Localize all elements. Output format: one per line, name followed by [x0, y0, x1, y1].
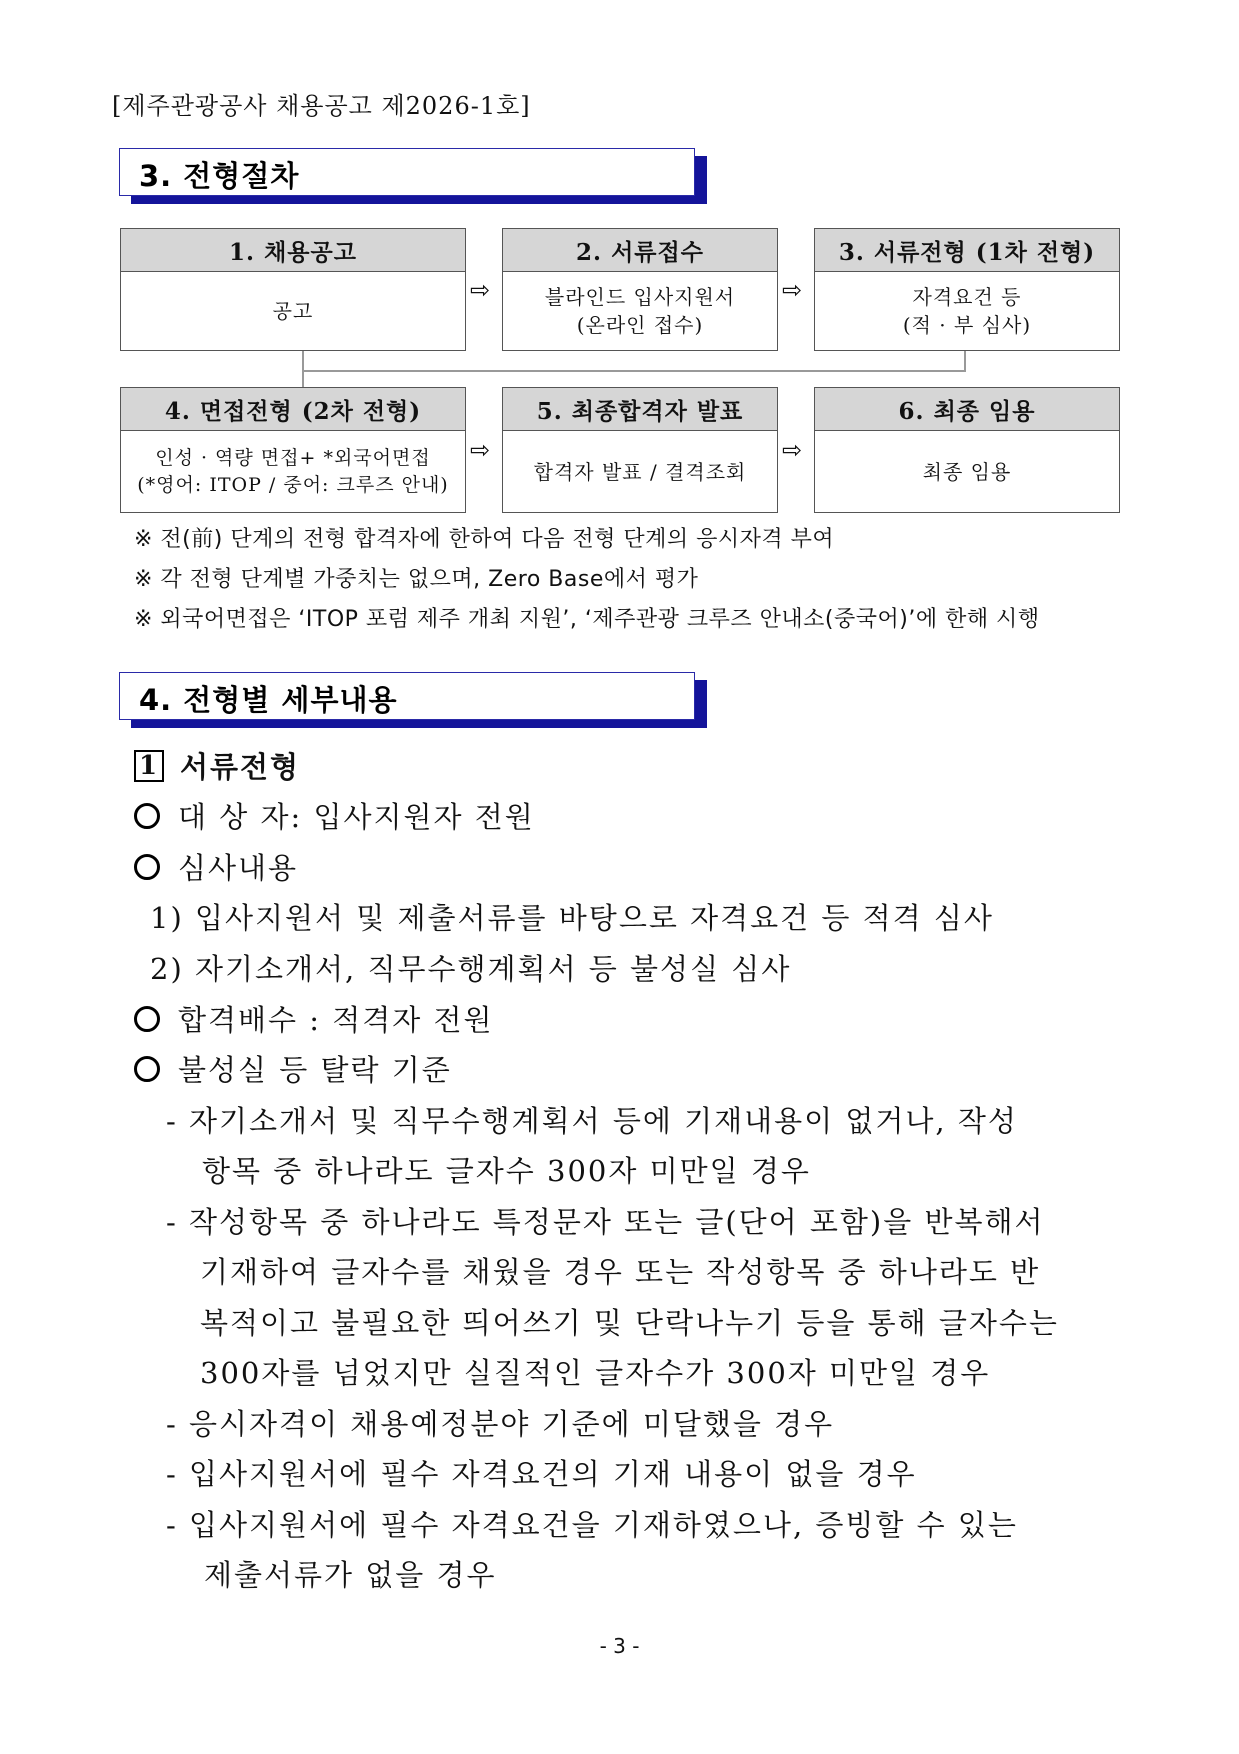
review-item-2: 2) 자기소개서, 직무수행계획서 등 불성실 심사 [150, 952, 792, 986]
step-5-head: 5. 최종합격자 발표 [503, 388, 777, 431]
criteria-line: - 자기소개서 및 직무수행계획서 등에 기재내용이 없거나, 작성 [166, 1104, 1018, 1138]
note-1: ※ 전(前) 단계의 전형 합격자에 한하여 다음 전형 단계의 응시자격 부여 [134, 527, 835, 552]
step-2-box [502, 228, 778, 351]
arrow-right-icon: ⇨ [782, 276, 803, 304]
note-2: ※ 각 전형 단계별 가중치는 없으며, Zero Base에서 평가 [134, 567, 699, 592]
circle-bullet-icon [134, 803, 160, 829]
criteria-line: 300자를 넘었지만 실질적인 글자수가 300자 미만일 경우 [200, 1356, 991, 1390]
subsection-heading [134, 745, 300, 786]
step-2-head: 2. 서류접수 [503, 229, 777, 272]
step-3-box [814, 228, 1120, 351]
criteria-title: 불성실 등 탈락 기준 [178, 1053, 452, 1087]
step-5-box [502, 387, 778, 513]
document-header: [제주관광공사 채용공고 제2026-1호] [112, 92, 531, 120]
step-3-body-line1: 자격요건 등 [912, 285, 1022, 309]
section-4-title: 4. 전형별 세부내용 [139, 683, 398, 717]
circle-bullet-icon [134, 1006, 160, 1032]
criteria-line: 기재하여 글자수를 채웠을 경우 또는 작성항목 중 하나라도 반 [200, 1255, 1041, 1289]
circle-bullet-icon [134, 854, 160, 880]
step-2-body-line2: (온라인 접수) [576, 313, 704, 337]
target-line [134, 795, 535, 836]
criteria-line: 제출서류가 없을 경우 [204, 1558, 497, 1592]
subsection-title: 서류전형 [180, 750, 301, 784]
arrow-right-icon: ⇨ [470, 436, 491, 464]
review-title: 심사내용 [178, 851, 299, 885]
circle-bullet-icon [134, 1056, 160, 1082]
criteria-line: - 작성항목 중 하나라도 특정문자 또는 글(단어 포함)을 반복해서 [166, 1205, 1045, 1239]
step-1-box [120, 228, 466, 351]
criteria-line: - 응시자격이 채용예정분야 기준에 미달했을 경우 [166, 1407, 835, 1441]
step-4-body-line1: 인성 · 역량 면접+ *외국어면접 [155, 446, 431, 469]
step-2-body-line1: 블라인드 입사지원서 [544, 285, 736, 309]
criteria-heading [134, 1048, 452, 1089]
step-6-box [814, 387, 1120, 513]
section-3-title: 3. 전형절차 [139, 159, 300, 193]
step-6-body: 최종 임용 [922, 459, 1012, 484]
section-4-heading [119, 672, 695, 720]
criteria-line: - 입사지원서에 필수 자격요건을 기재하였으나, 증빙할 수 있는 [166, 1508, 1018, 1542]
step-1-body: 공고 [272, 299, 314, 323]
criteria-line: 항목 중 하나라도 글자수 300자 미만일 경우 [202, 1154, 811, 1188]
step-1-head: 1. 채용공고 [121, 229, 465, 272]
arrow-right-icon: ⇨ [782, 436, 803, 464]
criteria-line: 복적이고 불필요한 띄어쓰기 및 단락나누기 등을 통해 글자수는 [200, 1306, 1059, 1340]
note-3: ※ 외국어면접은 ‘ITOP 포럼 제주 개최 지원’, ‘제주관광 크루즈 안내소(중국어)’에 한해 시행 [134, 607, 1040, 632]
step-4-box [120, 387, 466, 513]
step-5-body: 합격자 발표 / 결격조회 [533, 459, 747, 484]
review-item-1: 1) 입사지원서 및 제출서류를 바탕으로 자격요건 등 적격 심사 [150, 901, 994, 935]
pass-ratio-line [134, 998, 494, 1039]
step-3-body-line2: (적 · 부 심사) [902, 313, 1032, 337]
criteria-line: - 입사지원서에 필수 자격요건의 기재 내용이 없을 경우 [166, 1457, 917, 1491]
step-4-head: 4. 면접전형 (2차 전형) [121, 388, 465, 431]
step-3-head: 3. 서류전형 (1차 전형) [815, 229, 1119, 272]
flow-connector-drop [302, 370, 304, 388]
review-heading [134, 846, 298, 887]
step-6-head: 6. 최종 임용 [815, 388, 1119, 431]
arrow-right-icon: ⇨ [470, 276, 491, 304]
subsection-number: 1 [134, 750, 164, 782]
page-number: - 3 - [599, 1634, 640, 1658]
target-text: 대 상 자: 입사지원자 전원 [178, 800, 535, 834]
pass-ratio-text: 합격배수 : 적격자 전원 [178, 1003, 494, 1037]
step-4-body-line2: (*영어: ITOP / 중어: 크루즈 안내) [137, 473, 449, 496]
section-3-heading [119, 148, 695, 196]
flow-connector [302, 351, 966, 372]
